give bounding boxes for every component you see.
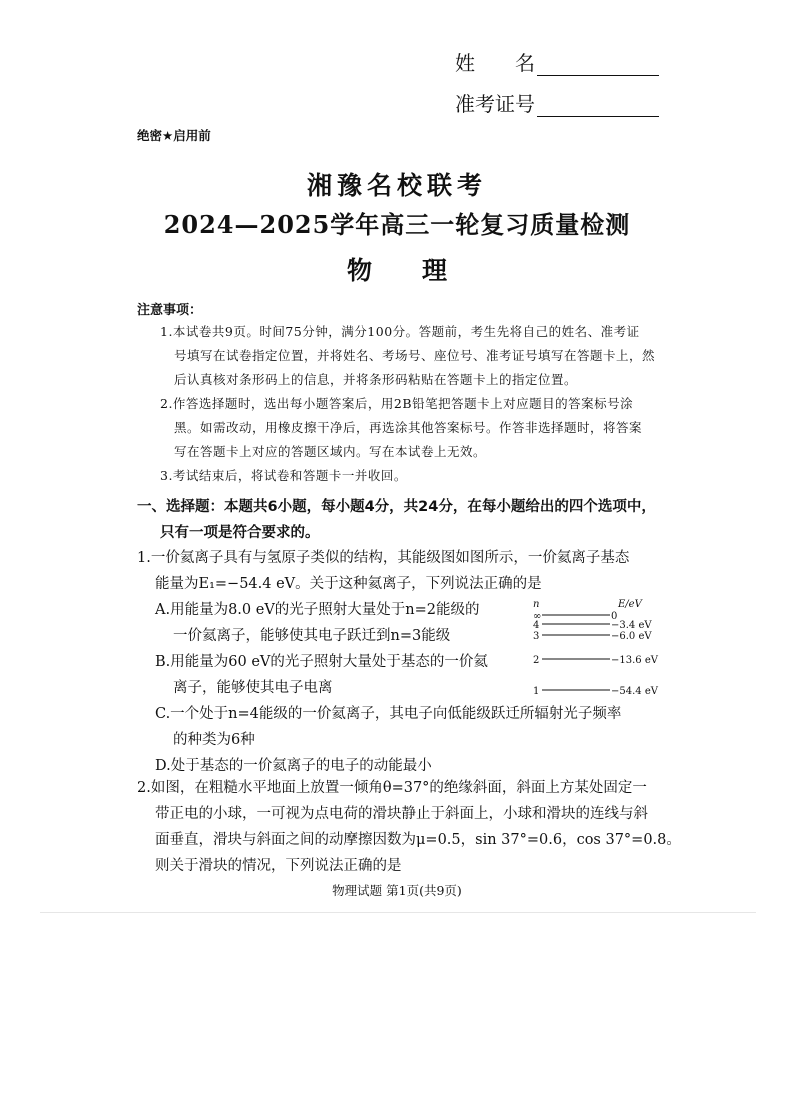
q1-option-d: D.处于基态的一价氦离子的电子的动能最小 (155, 758, 432, 774)
q1-option-a-line: 一价氦离子，能够使其电子跃迁到n=3能级 (173, 628, 451, 644)
diagram-n-label: n (533, 599, 540, 610)
q1-stem-line: 能量为E₁=−54.4 eV。关于这种氦离子，下列说法正确的是 (155, 576, 542, 592)
level-e-2: −13.6 eV (611, 655, 658, 666)
notes-list (160, 320, 680, 488)
level-n-3: 3 (533, 631, 540, 642)
page-divider (40, 912, 756, 913)
id-field-row (455, 88, 659, 117)
exam-id-label: 准考证号 (455, 92, 535, 116)
level-e-1: −54.4 eV (611, 686, 658, 697)
q1-stem (137, 545, 629, 597)
section-heading: 一、选择题：本题共6小题，每小题4分，共24分，在每小题给出的四个选项中， (137, 499, 656, 515)
q1-option-c-line: 的种类为6种 (173, 732, 255, 748)
diagram-e-label: E/eV (618, 599, 642, 610)
level-n-4: 4 (533, 620, 540, 631)
energy-level-diagram (530, 597, 670, 699)
q2-stem-line: 面垂直，滑块与斜面之间的动摩擦因数为μ=0.5，sin 37°=0.6，cos 37°=0.8。 (155, 832, 681, 848)
note-line: 黑。如需改动，用橡皮擦干净后，再选涂其他答案标号。作答非选择题时，将答案 (174, 420, 643, 435)
q1-option-c-line: C.一个处于n=4能级的一价氦离子，其电子向低能级跃迁所辐射光子频率 (155, 706, 622, 722)
name-label: 姓 名 (455, 51, 535, 75)
q1-option-b-line: B.用能量为60 eV的光子照射大量处于基态的一价氦 (155, 654, 488, 670)
level-e-inf: 0 (611, 611, 618, 622)
section-heading-cont: 只有一项是符合要求的。 (160, 525, 320, 541)
note-line: 写在答题卡上对应的答题区域内。写在本试卷上无效。 (174, 444, 487, 459)
q2-stem (137, 775, 681, 879)
q2-stem-line: 带正电的小球，一可视为点电荷的滑块静止于斜面上，小球和滑块的连线与斜 (155, 806, 648, 822)
q1-option-a (155, 597, 480, 649)
note-line: 号填写在试卷指定位置，并将姓名、考场号、座位号、准考证号填写在答题卡上，然 (174, 348, 656, 363)
level-e-4: −3.4 eV (611, 620, 652, 631)
level-n-inf: ∞ (533, 611, 542, 622)
q1-stem-line: 1.一价氦离子具有与氢原子类似的结构，其能级图如图所示，一价氦离子基态 (137, 550, 630, 566)
secret-tag: 绝密★启用前 (137, 128, 211, 143)
q2-stem-line: 则关于滑块的情况，下列说法正确的是 (155, 858, 402, 874)
level-n-2: 2 (533, 655, 540, 666)
q2-stem-line: 2.如图，在粗糙水平地面上放置一倾角θ=37°的绝缘斜面，斜面上方某处固定一 (137, 780, 647, 796)
exam-title: 湘豫名校联考 (306, 171, 487, 200)
level-e-3: −6.0 eV (611, 631, 652, 642)
page-footer: 物理试题 第1页(共9页) (332, 883, 462, 898)
q1-option-a-line: A.用能量为8.0 eV的光子照射大量处于n=2能级的 (155, 602, 480, 618)
q1-option-b (155, 649, 488, 701)
q1-option-b-line: 离子，能够使其电子电离 (173, 680, 333, 696)
subject-title: 物 理 (346, 256, 447, 285)
exam-id-blank (537, 94, 659, 117)
q1-option-c (155, 701, 621, 753)
note-line: 1.本试卷共9页。时间75分钟，满分100分。答题前，考生先将自己的姓名、准考证 (160, 324, 640, 339)
level-n-1: 1 (533, 686, 540, 697)
name-blank (537, 53, 659, 76)
note-line: 后认真核对条形码上的信息，并将条形码粘贴在答题卡上的指定位置。 (174, 372, 578, 387)
notes-heading: 注意事项： (137, 303, 203, 318)
note-line: 2.作答选择题时，选出每小题答案后，用2B铅笔把答题卡上对应题目的答案标号涂 (160, 396, 634, 411)
note-line: 3.考试结束后，将试卷和答题卡一并收回。 (160, 468, 407, 483)
exam-subtitle: 2024—2025学年高三一轮复习质量检测 (163, 210, 631, 239)
name-field-row (455, 47, 659, 76)
